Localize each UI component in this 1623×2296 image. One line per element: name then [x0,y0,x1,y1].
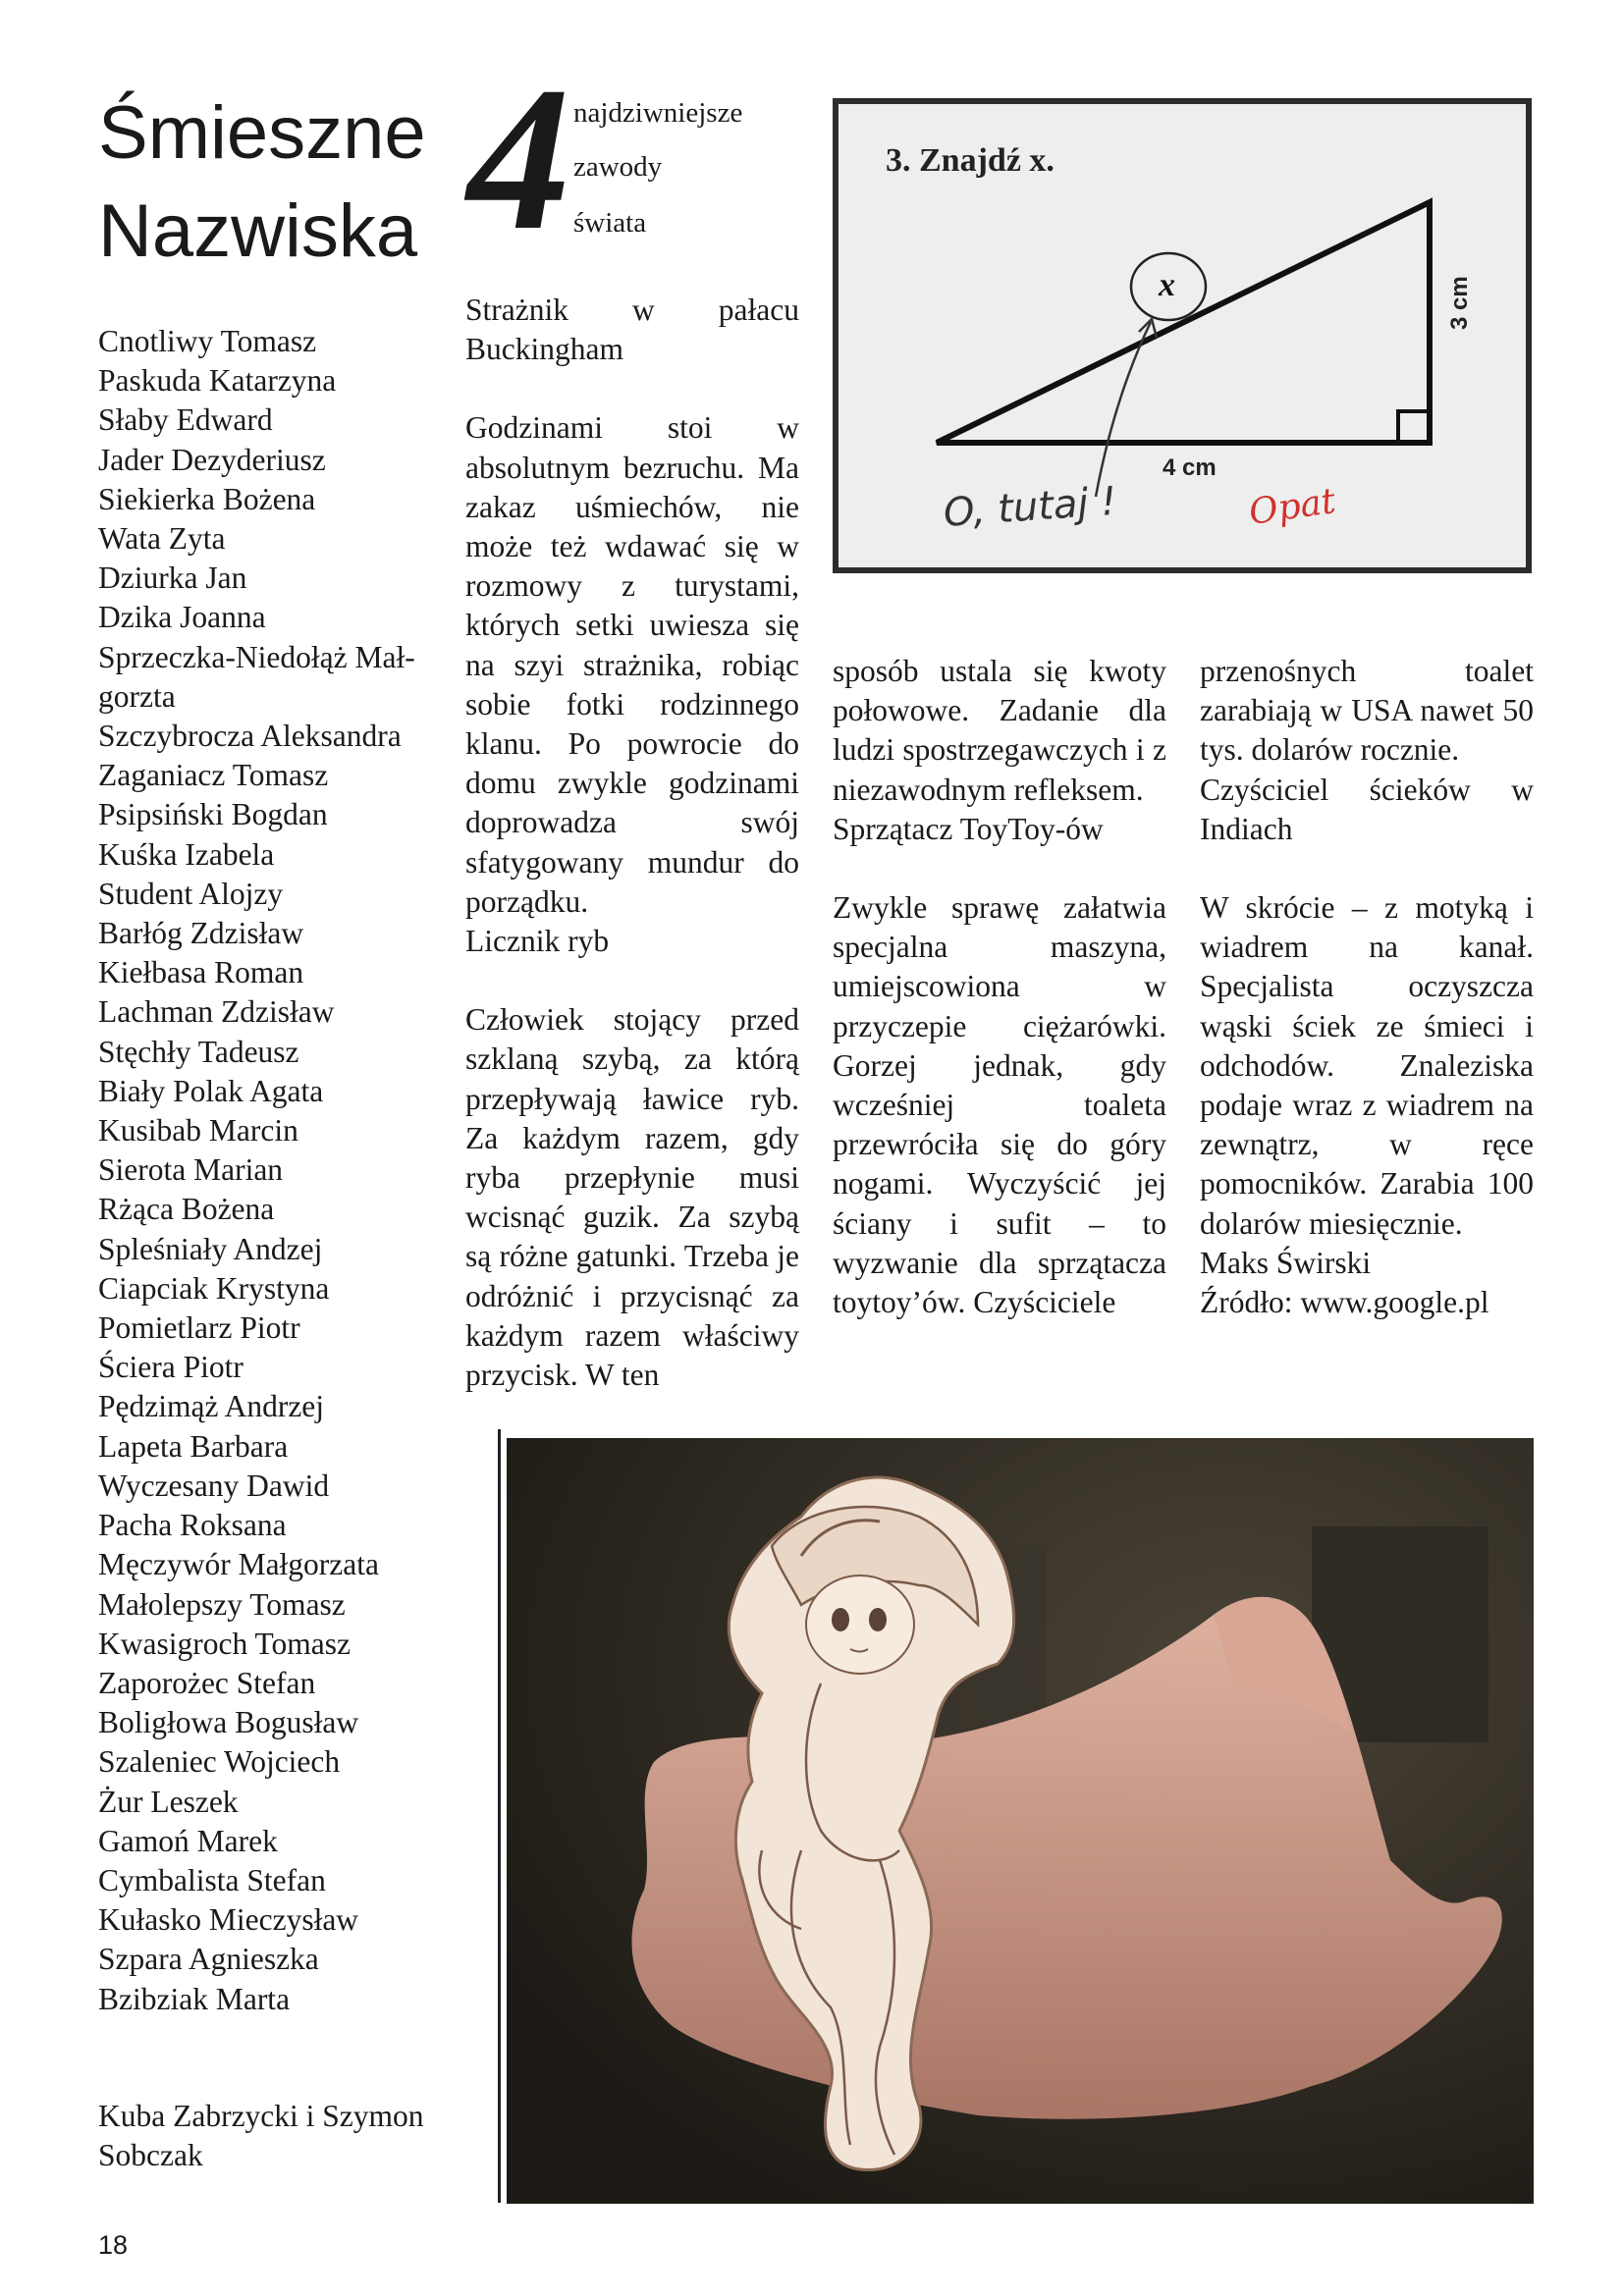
job3-text-cont: przenośnych toalet zarabiają w USA nawet 50 tys. dolarów rocznie. [1200,654,1534,768]
job4-title: Czyściciel ścieków w Indiach [1200,772,1534,846]
paper-doll-photo [507,1438,1534,2204]
name-item: Szaleniec Wojciech [98,1744,341,1780]
side-vertical-label: 3 cm [1446,276,1473,330]
name-item: Paskuda Katarzyna [98,363,337,399]
right-angle-mark [1398,411,1430,443]
name-item: Zaporożec Stefan [98,1665,316,1700]
jobs-heading-word1: najdziwniejsze [573,97,743,129]
name-item: Biały Polak Agata [98,1073,324,1108]
job3-text: Zwykle sprawę załatwia specjalna maszyna, umiejscowiona w przyczepie ciężarówki. Gorzej jednak, gdy wcześniej toaleta przewróciła się do góry nogami. Wyczyścić jej ściany i sufit – to wyzwanie dla sprzątacza toytoy’ów. Czyściciele [833,890,1166,1320]
jobs-column-3 [833,652,1166,1322]
name-item: Żur Leszek [98,1784,239,1819]
article-source: Źródło: www.google.pl [1200,1285,1489,1320]
name-item: Jader Dezyderiusz [98,442,326,477]
name-item: Kiełbasa Roman [98,955,304,990]
names-title-line2: Nazwiska [98,189,418,273]
names-title-line1: Śmieszne [98,91,426,175]
side-horizontal-label: 4 cm [1163,454,1217,481]
name-item: Dzika Joanna [98,600,266,635]
jobs-number: 4 [467,45,570,273]
name-item: Stęchły Tadeusz [98,1034,299,1069]
name-item: Bzibziak Marta [98,1981,291,2016]
name-item: Dziurka Jan [98,561,247,596]
article-author: Maks Świrski [1200,1245,1372,1280]
name-item: Ciapciak Krystyna [98,1270,330,1306]
name-item: Kuśka Izabela [98,836,275,872]
name-item: Kułasko Mieczysław [98,1902,359,1938]
name-item: Lapeta Barbara [98,1428,289,1464]
job4-text: W skrócie – z motyką i wiadrem na kanał. Specjalista oczyszcza wąski ściek ze śmieci i odchodów. Znaleziska podaje wraz z wiadrem na zewnątrz, w ręce pomocników. Zarabia 100 dolarów miesięcznie. [1200,890,1534,1241]
doll-eye-left [832,1608,849,1631]
name-item: Cymbalista Stefan [98,1862,326,1897]
handwritten-note: O, tutaj ! [942,478,1118,536]
names-list [98,322,432,2019]
math-heading: 3. Znajdź x. [886,142,1055,179]
name-item: Małolepszy Tomasz [98,1586,346,1622]
names-authors [98,2097,442,2175]
name-item: Zaganiacz Tomasz [98,758,329,793]
name-item: Student Alojzy [98,876,284,911]
doll-eye-right [869,1608,887,1631]
job2-text: Człowiek stojący przed szklaną szybą, za którą przepływają ławice ryb. Za każdym razem, gdy ryba przepłynie musi wcisnąć guzik. Za szybą są różne gatunki. Trzeba je odróżnić i przycisnąć za każdym razem właściwy przycisk. W ten [465,1002,799,1393]
name-item: Siekierka Bożena [98,481,316,516]
name-item: Gamoń Marek [98,1823,278,1858]
name-item: Boligłowa Bogusław [98,1705,359,1740]
name-item: Pomietlarz Piotr [98,1310,300,1346]
name-item: Wyczesany Dawid [98,1468,330,1503]
authors-line1: Kuba Zabrzycki i Szymon [98,2099,424,2133]
jobs-column-2 [465,291,799,1395]
name-item: Szczybrocza Aleksandra [98,719,402,754]
handwritten-signature: Opat [1246,480,1338,533]
math-variable: x [1159,267,1175,303]
name-item: Kwasigroch Tomasz [98,1626,352,1661]
jobs-column-4 [1200,652,1534,1322]
name-item: Słaby Edward [98,402,273,438]
name-item: Szpara Agnieszka [98,1942,319,1977]
name-item: Kusibab Marcin [98,1113,298,1148]
names-title [98,84,452,281]
name-item: Ściera Piotr [98,1350,243,1385]
doll-face [806,1575,914,1674]
arrow-line [1096,322,1151,497]
name-item: Męczywór Małgorzata [98,1547,379,1582]
name-item: Psipsiński Bogdan [98,797,328,832]
name-item: Barłóg Zdzisław [98,916,304,951]
math-joke-drawing [839,104,1526,567]
job2-text-cont: sposób ustala się kwoty połowowe. Zadanie dla ludzi spostrzegawczych i z niezawodnym refleksem. [833,654,1166,807]
name-item: Rżąca Bożena [98,1192,275,1227]
name-item: Sprzeczka-Niedołąż Mał- [98,639,415,674]
name-item: gorzta [98,678,176,714]
photo-left-rule [498,1429,501,2203]
name-item: Wata Zyta [98,521,226,557]
name-item: Pędzimąż Andrzej [98,1389,325,1424]
paper-doll-illustration [507,1438,1534,2204]
jobs-heading-word2: zawody [573,151,663,183]
triangle-shape [937,202,1430,443]
job3-title: Sprzątacz ToyToy-ów [833,811,1104,846]
name-item: Sierota Marian [98,1152,284,1188]
math-joke-image [833,98,1532,573]
name-item: Lachman Zdzisław [98,994,335,1030]
name-item: Spleśniały Andzej [98,1231,323,1266]
name-item: Cnotliwy Tomasz [98,324,317,358]
job1-text: Godzinami stoi w absolutnym bezruchu. Ma zakaz uśmiechów, nie może też wdawać się w rozmowy z turystami, których setki uwiesza się na szyi strażnika, robiąc sobie fotki rodzinnego klanu. Po powrocie do domu zwykle godzinami doprowadza swój sfatygowany mundur do porządku. [465,410,799,919]
authors-line2: Sobczak [98,2138,203,2172]
job1-title: Strażnik w pałacu Buckingham [465,293,799,367]
job2-title: Licznik ryb [465,924,610,959]
page-number: 18 [98,2230,129,2260]
name-item: Pacha Roksana [98,1508,287,1543]
jobs-heading-word3: świata [573,207,647,239]
